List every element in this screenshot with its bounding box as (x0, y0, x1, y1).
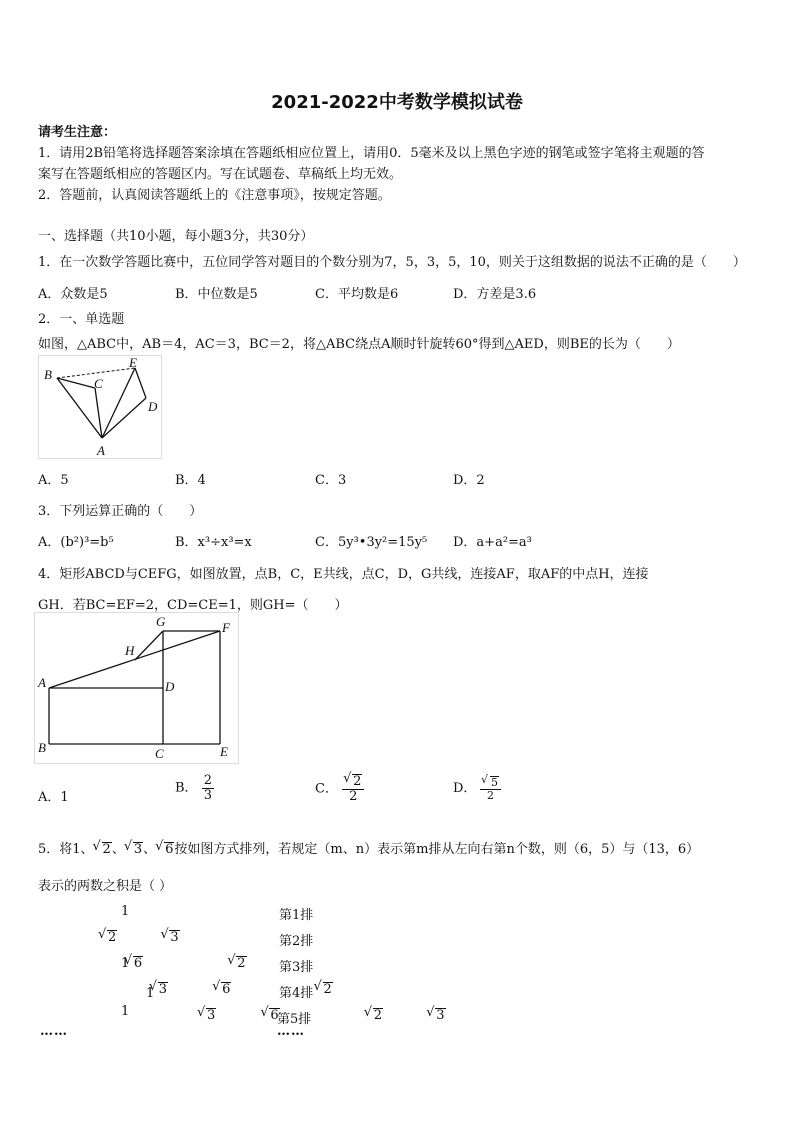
q4-option-c-prefix: C． (315, 781, 338, 797)
notice-line-3: 2．答题前，认真阅读答题纸上的《注意事项》，按规定答题。 (38, 188, 391, 203)
sqrt-radicand: √ 5 (490, 776, 499, 789)
ellipsis: …… (40, 1024, 68, 1039)
separator: 、 (143, 842, 157, 857)
sqrt-6: √ 6 (221, 982, 231, 997)
section-heading: 一、选择题（共10小题，每小题3分，共30分） (38, 229, 314, 244)
rectangles-diagram (34, 612, 239, 764)
q4-option-d-prefix: D． (453, 780, 477, 796)
separator: 、 (111, 842, 125, 857)
numerator: 2 (203, 773, 212, 788)
q4-option-a[interactable]: A．1 (38, 790, 69, 805)
label-c-q4: C (155, 746, 164, 761)
number-one: 1 (121, 956, 130, 971)
sqrt-2: √ 2 (373, 1008, 383, 1023)
q5-text-rest: 按如图方式排列，若规定（m、n）表示第m排从左向右第n个数，则（6，5）与（13，6） (174, 842, 700, 857)
denominator: 2 (486, 789, 494, 803)
label-h: H (125, 643, 135, 658)
q5-number-arrangement (36, 900, 445, 1040)
q4-stem-line-1: 4．矩形ABCD与CEFG，如图放置，点B，C，E共线，点C，D，G共线，连接AF，取AF的中点H，连接 (38, 567, 649, 582)
q1-stem: 1．在一次数学答题比赛中，五位同学答对题目的个数分别为7，5，3，5，10，则关于这组数据的说法不正确的是（ ） (38, 255, 746, 270)
q5-stem-line-2: 表示的两数之积是（ ） (38, 879, 173, 894)
ellipsis: …… (277, 1024, 305, 1039)
row-label-3: 第3排 (279, 960, 314, 975)
label-d: D (148, 399, 158, 414)
row-label-5: 第5排 (277, 1012, 312, 1027)
sqrt-3: √ 3 (206, 1008, 216, 1023)
q2-stem: 如图，△ABC中，AB＝4，AC＝3，BC＝2，将△ABC绕点A顺时针旋转60°得到△AED，则BE的长为（ ） (38, 337, 680, 352)
q2-figure (38, 355, 162, 459)
numerator-sqrt (342, 774, 364, 790)
page-title: 2021-2022中考数学模拟试卷 (271, 92, 523, 113)
q2-option-b[interactable]: B．4 (175, 473, 206, 488)
notice-heading: 请考生注意： (38, 125, 117, 140)
q5-stem-line-1 (38, 838, 699, 857)
sqrt-6: √ 6 (269, 1008, 279, 1023)
sqrt-3: √ 3 (169, 930, 179, 945)
label-d-q4: D (165, 679, 175, 694)
sqrt-2: √ 2 (102, 842, 112, 857)
q2-option-a[interactable]: A．5 (38, 473, 69, 488)
fraction (342, 774, 364, 804)
q4-stem-line-2: GH．若BC=EF=2，CD=CE=1，则GH=（ ） (38, 598, 348, 613)
sqrt-2: √ 2 (107, 930, 117, 945)
denominator: 2 (349, 789, 358, 805)
notice-line-1: 1．请用2B铅笔将选择题答案涂填在答题纸相应位置上，请用0．5毫米及以上黑色字迹的钢笔或签字笔将主观题的答 (38, 146, 705, 161)
sqrt-3: √ 3 (435, 1008, 445, 1023)
numerator-sqrt (480, 776, 501, 790)
q1-option-a[interactable]: A．众数是5 (38, 287, 108, 302)
number-one: 1 (146, 986, 155, 1001)
q5-text-start: 5．将1、 (38, 842, 94, 857)
notice-line-2: 案写在答题纸相应的答题区内。写在试题卷、草稿纸上均无效。 (38, 167, 403, 182)
q3-option-c[interactable]: C．5y³•3y²=15y⁵ (315, 535, 428, 550)
label-a: A (97, 443, 105, 458)
q1-option-b[interactable]: B．中位数是5 (175, 287, 258, 302)
q1-option-c[interactable]: C．平均数是6 (315, 287, 399, 302)
q1-option-d[interactable]: D．方差是3.6 (453, 287, 537, 302)
q3-option-a[interactable]: A．(b²)³=b⁵ (38, 535, 114, 550)
q4-option-c[interactable] (315, 774, 364, 804)
sqrt-3: √ 3 (158, 982, 168, 997)
row-label-4: 第4排 (279, 986, 314, 1001)
sqrt-3: √ 3 (133, 842, 143, 857)
q3-option-d[interactable]: D．a+a²=a³ (453, 535, 532, 550)
label-g: G (156, 614, 166, 629)
label-c: C (94, 376, 103, 391)
sqrt-6: √ 6 (133, 956, 143, 971)
q2-option-c[interactable]: C．3 (315, 473, 347, 488)
label-e: E (129, 355, 137, 370)
q2-option-d[interactable]: D．2 (453, 473, 485, 488)
label-e-q4: E (220, 744, 228, 759)
q4-option-d[interactable] (453, 776, 501, 802)
label-f: F (222, 620, 230, 635)
label-a-q4: A (38, 675, 46, 690)
q4-option-b-prefix: B． (175, 780, 198, 796)
fraction (202, 774, 214, 802)
row-label-1: 第1排 (279, 908, 314, 923)
sqrt-2: √ 2 (323, 982, 333, 997)
row-label-2: 第2排 (279, 934, 314, 949)
number-one: 1 (121, 1004, 130, 1019)
q4-figure (34, 612, 239, 764)
q2-section: 2．一、单选题 (38, 312, 125, 327)
fraction (480, 776, 501, 802)
q3-option-b[interactable]: B．x³÷x³=x (175, 535, 252, 550)
q3-stem: 3．下列运算正确的（ ） (38, 504, 203, 519)
sqrt-2: √ 2 (236, 956, 246, 971)
denominator: 3 (203, 787, 212, 803)
sqrt-radicand: √ 2 (352, 774, 362, 789)
sqrt-6: √ 6 (164, 842, 174, 857)
number-one: 1 (121, 904, 130, 919)
label-b-q4: B (38, 740, 46, 755)
q4-option-b[interactable] (175, 774, 214, 802)
label-b: B (44, 367, 52, 382)
